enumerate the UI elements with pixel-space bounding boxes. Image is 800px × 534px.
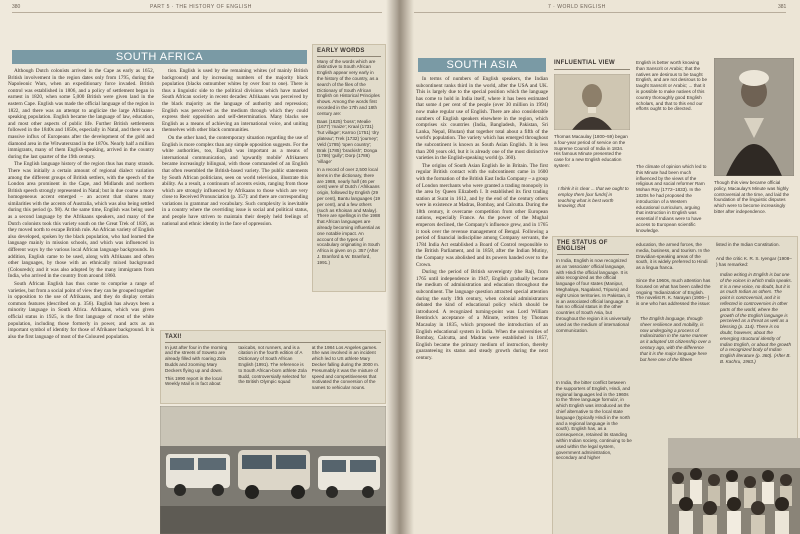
south-africa-para-2: The English language history of the region thus has many strands. There was initially a certain amount of regional dialect variation among the different groups of British settlers, with the speech of the London area prominent in the Cape, and Midlands and northern British speech strongly represented in Natal; but in due course a more homogeneous accent emerged – an accent that shares many similarities with the accents of Australia, which was also being settled during this period (p. 98). At the same time, English was being used as a second language by the Afrikaans speakers, and many of the Dutch colonists took this variety south on the Great Trek of 1836, as they moved north to escape British rule. An African variety of English also developed, spoken by the black population, who had learned the language mainly in mission schools, and which was influenced in different ways by the various local African language backgrounds. In addition, English came to be used, along with Afrikaans and often other languages, by those with an ethnically mixed background (Coloureds); and it was also adopted by the many immigrants from India, who arrived in the country from around 1860.: [8, 161, 154, 280]
influential-col-2: English is better worth knowing than Sanscrit or Arabic; that the natives are desirous to be taught English, and are not desirous to be taught Sanscrit or Arabic; ... that it is possible to make natives of this country thoroughly good English scholars, and that to this end our efforts ought to be directed.: [636, 60, 707, 112]
early-words-title: EARLY WORDS: [317, 48, 365, 54]
south-asia-main-col: [416, 76, 548, 530]
status-col-1: In India, English is now recognized as an 'associate' official language, with Hindi the official language. It is also recognized as the official language of four states (Manipur, Meghalaya, Nagaland, Tripura) and eight Union territories. In Pakistan, it is an associated official language. It has no official status in the other countries of South Asia, but throughout the region it is universally used as the medium of international communication.: [556, 258, 631, 333]
south-asia-para-1: In terms of numbers of English speakers, the Indian subcontinent ranks third in the world, after the USA and UK. This is largely due to the special position which the language has come to hold in India itself, where it has been estimated that some 4 per cent of the people (over 30 million in 1994) now make regular use of English. There are also considerable numbers of English speakers elsewhere in the region, which comprises six countries (India, Bangladesh, Pakistan, Sri Lanka, Nepal, Bhutan) that together total about a fifth of the world's population. The variety which has emerged throughout the subcontinent is known as South Asian English. It is less than 200 years old, but it is already one of the most distinctive varieties in the English-speaking world (p. 360).: [416, 76, 548, 162]
early-words-box: [312, 44, 386, 292]
macaulay-caption: Thomas Macaulay (1800–59) began a four-year period of service on the Supreme Council of India in 1834. His famous Minute presented the case for a new English education system:: [554, 134, 628, 168]
south-africa-col2-para-2: On the other hand, the contemporary situation regarding the use of English is more complex than any simple opposition suggests. For the white authorities, too, English was important as a means of international communication, and 'upwardly mobile' Afrikaners became increasingly bilingual, with those commanded of an English that often resembled the British-based variety. The public statements by South African politicians, seen on world television, illustrate this ability. As a result, a continuum of accents exists, ranging from those which are strongly influenced by Afrikaans to those which are very close to Received Pronunciation (p. 357): and there are corresponding variations in grammar and vocabulary. Such complexity is inevitable in a country where the overriding issue is social and political status, and people have striven to maintain their deeply held feelings of national and ethnic identity in the face of oppression.: [162, 134, 308, 227]
macaulay-quote: I think it is clear ... that we ought to employ them [our funds] in teaching what is best worth knowing; that: [558, 186, 629, 209]
right-header-rule: [414, 12, 786, 13]
south-africa-para-3: South African English has thus come to comprise a range of varieties, but from a social point of view they can be grouped together in opposition to the use of Afrikaans, and they do display certain common features (described on p. 356). English has always been a minority language in South Africa. Afrikaans, which was given official status in 1925, is the first language of most of the white population, including those formerly in power, and acts as an important symbol of identity for those of Afrikaner background. It is also the first language of most of the Coloured population.: [8, 281, 154, 340]
taxi-photo: [160, 406, 386, 534]
right-running-head: 7 · WORLD ENGLISH: [548, 4, 606, 10]
status-col-3b: And the critic K. R. S. Iyengar (1908– ) has remarked:: [716, 256, 792, 267]
south-africa-col-1: [8, 68, 154, 530]
ram-mohan-roy-portrait: [714, 58, 794, 176]
status-title: THE STATUS OF ENGLISH: [557, 240, 608, 252]
taxi-columns: [165, 345, 381, 391]
status-col-2c: The English language, through sheer resilience and mobility, is now undergoing a process of Indianization in the same manner as it adopted US citizenship over a century ago, with the difference that it is the major language here but here one of the fifteen: [640, 316, 711, 362]
south-africa-para-1: Although Dutch colonists arrived in the Cape as early as 1652, British involvement in the region dates only from 1795, during the Napoleonic Wars, when an expeditionary force invaded. British control was established in 1806, and a policy of settlement began in earnest in 1820, when some 5,000 British were given land in the eastern Cape. English was made the official language of the region in 1822, and there was an attempt to anglicize the large Afrikaans-speaking population. English became the language of law, education, and most other aspects of public life. Further British settlements followed in the 1840s and 1850s, especially in Natal, and there was a massive influx of Europeans after the development of the gold and diamond area in the Witwatersrand in the 1870s. Nearly half a million immigrants, many of them English-speaking, arrived in the country during the last quarter of the 19th century.: [8, 68, 154, 160]
status-col-3c: Indian writing in English is but one of the voices in which India speaks. It is a new voice, no doubt, but it is as much Indian as others. The point is controversial, and it is reflected in controversies in other parts of the world, where the growth of the English language is perceived as a threat as well as a blessing (p. 114). There is no doubt, however, about the emerging structural identity of Indian English, or about the growth of a recognized body of Indian English literature (p. 360). (After B. B. Kachru, 1983.): [720, 272, 792, 364]
early-words-rule: [317, 56, 381, 57]
taxi-col-b: taxicabs, not runners, and is a citation in the fourth edition of A Dictionary of South African English (1991). The reference is to South African-born athlete Zola Budd, controversially selected for the British Olympic squad: [238, 344, 307, 385]
south-asia-title: SOUTH ASIA: [446, 59, 518, 71]
right-page-number: 381: [778, 4, 787, 10]
status-col-3: listed in the Indian Constitution.: [716, 242, 780, 247]
taxi-col-c: at the 1984 Los Angeles games. She was involved in an incident which led to US athlete Mary Decker falling during the 3000 m. Presumably it was the mixture of speed and competitiveness that motivated the conversion of the names to vehicular nouns.: [311, 344, 380, 391]
south-africa-col2-para-1: tion. English is used by the remaining whites (of mainly British background) and by increasing numbers of the majority black population (blacks outnumber whites by over four to one). There is thus a linguistic side to the political divisions which have marked South African society in recent decades: Afrikaans was perceived by the black majority as the language of authority and repression; English was perceived as the medium through which they could express their opposition and self-determination. Many blacks see English as a means of achieving an international voice, and uniting themselves with other black communities.: [162, 68, 308, 134]
early-words-intro: Many of the words which are distinctive to South African English appear very early in the history of the country, as a search of the files of the Dictionary of South African English on Historical Principles shows. Among the words first recorded in the 17th and 18th century are:: [317, 58, 380, 116]
south-africa-banner: [12, 50, 307, 64]
left-running-head: PART 5 · THE HISTORY OF ENGLISH: [150, 4, 252, 10]
left-page-number: 380: [12, 4, 21, 10]
influential-view-rule: [554, 69, 630, 70]
early-words-body: In a record of over 2,500 local items in the dictionary, there are 1988, nearly half (46 per cent) were of Dutch / Afrikaans origin, followed by English (29 per cent), Bantu languages (19 per cent), and a few others (such as Khoisan and Malay). There are spellings in the 1988 that African languages are already becoming influential as one notable impact. An account of the types of vocabulary originating in South Africa is given on p. 357 (After J. Branford & W. Branford, 1991.): [317, 166, 381, 265]
macaulay-portrait: [554, 74, 630, 130]
south-africa-title: SOUTH AFRICA: [115, 51, 204, 63]
influential-col-2b: The climate of opinion which led to this Minute had been much influenced by the views of the religious and social reformer Ram Mohan Roy (1772–1833). In the 1820s he had proposed the introduction of a Western educational curriculum, arguing that instruction in English was essential if Indians were to have access to European scientific knowledge.: [636, 164, 707, 233]
taxi-col-a-note: This 1990 report in the local Weekly Mail is in fact about: [165, 375, 222, 387]
right-page: [398, 0, 800, 534]
influential-col-3: Though this view became official policy, Macaulay's Minute was highly controversial at the time, and laid the foundation of the linguistic disputes which were to become increasingly bitter after independence.: [714, 180, 790, 214]
status-col-1b: In India, the bitter conflict between the supporters of English, Hindi, and regional languages led in the 1960s to the 'three language formula', in which English was introduced as the chief alternative to the local state language (typically Hindi in the north and a regional language in the south). English has, as a consequence, retained its standing within Indian society, continuing to be used within the legal system, government administration, secondary and higher: [556, 380, 632, 461]
macaulay-portrait-illustration: [554, 74, 630, 130]
south-asia-para-3: During the period of British sovereignty (the Raj), from 1765 until independence in 1947, English gradually became the medium of administration and education throughout the subcontinent. The language question attracted special attention during the early 19th century, when colonial administrators debated the kind of educational policy which should be introduced. A recognized turning-point was Lord William Bentinck's acceptance of a Minute, written by Thomas Macaulay in 1835, which proposed the introduction of an English educational system in India. When the universities of Bombay, Calcutta, and Madras were established in 1857, English became the primary medium of instruction, thereby guaranteeing its status and steady growth during the next century.: [416, 269, 548, 361]
early-words-list: Baas (1625) 'boss'; Mealie (1677) 'maize'; Kraal (1731) 'hut village'; Karroo (1751) 'dry plateau'; Trek (1732) 'journey'; Veld (1785) 'open country'; Brak (1785) 'brackish'; Donga (1786) 'gully'; Dorp (1786) 'village': [317, 118, 379, 165]
crowd-illustration: [668, 438, 800, 534]
book-gutter: [386, 0, 414, 534]
left-header-rule: [12, 12, 382, 13]
status-col-2: education, the armed forces, the media, business, and tourism. In the Dravidian-speaking areas of the south, it is widely preferred to Hindi as a lingua franca.: [636, 242, 710, 271]
taxi-title: TAXI!: [165, 334, 182, 340]
taxi-col-a-quote: In just after four in the morning and the streets of Soweto are already filled with roaring Zola Budds and zooming Mary Deckers flying up and down.: [165, 344, 228, 373]
south-asia-para-2: The origins of South Asian English lie in Britain. The first regular British contact with the subcontinent came in 1600 with the formation of the British East India Company – a group of London merchants who were granted a trading monopoly in the area by Queen Elizabeth I. It established its first trading station at Surat in 1612, and by the end of the century others were in existence at Madras, Bombay, and Calcutta. During the 18th century, it overcame competition from other European nations, especially France. As the power of the Mughal emperors declined, the Company's influence grew, and in 1765 it took over the revenue management of Bengal. Following a period of financial indiscipline among Company servants, the 1784 India Act established a Board of Control responsible to the British Parliament, and in 1858, after the Indian Mutiny, the Company was abolished and its powers handed over to the Crown.: [416, 162, 548, 268]
south-africa-col-2: [162, 68, 308, 326]
south-asia-banner: [418, 58, 546, 72]
ram-mohan-roy-illustration: [714, 58, 794, 176]
status-rule: [557, 254, 629, 255]
taxi-photo-illustration: [160, 406, 386, 534]
influential-view-title: INFLUENTIAL VIEW: [554, 60, 616, 66]
taxi-box: [160, 330, 386, 404]
taxi-col-a: [165, 345, 234, 391]
status-col-2b: Since the 1960s, much attention has focused on what has been called the ongoing 'Indianization' of English. The novelist R. K. Narayan (1906– ) is one who has addressed the issue:: [636, 278, 711, 307]
taxi-rule: [165, 342, 381, 343]
crowd-photo: [668, 438, 800, 534]
